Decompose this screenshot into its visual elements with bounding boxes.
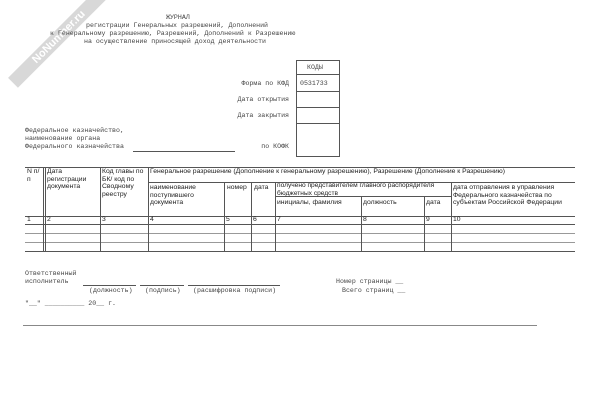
org-line-2: наименование органа bbox=[25, 135, 101, 142]
okud-label: Форма по КФД bbox=[241, 80, 289, 87]
date-field[interactable]: "__" __________ 20__ г. bbox=[25, 300, 117, 307]
codes-header: КОДЫ bbox=[307, 64, 323, 71]
col-number: 3 bbox=[102, 216, 106, 223]
title-line-4: на осуществление приносящей доход деятельности bbox=[84, 38, 267, 45]
col-number: 1 bbox=[27, 216, 31, 223]
col-number: 6 bbox=[253, 216, 257, 223]
position-field[interactable] bbox=[83, 285, 136, 286]
title-line-1: ЖУРНАЛ bbox=[166, 14, 190, 21]
responsible-label-2: исполнитель bbox=[25, 278, 69, 285]
header-reg-date: Дата регистрации документа bbox=[47, 168, 87, 191]
header-num: N п/п bbox=[27, 168, 40, 183]
header-code: Код главы по БК/ код по Сводному реестру bbox=[102, 168, 144, 198]
bottom-divider bbox=[23, 325, 537, 326]
responsible-label-1: Ответственный bbox=[25, 270, 77, 277]
header-sent: дата отправления в управления Федерального казначейства по субъектам Российской Федерации bbox=[453, 184, 562, 207]
close-date-label: Дата закрытия bbox=[237, 112, 289, 119]
decode-caption: (расшифровка подписи) bbox=[193, 287, 277, 294]
signature-caption: (подпись) bbox=[145, 287, 181, 294]
open-date-label: Дата открытия bbox=[237, 96, 289, 103]
watermark: NoNumber.ru bbox=[8, 0, 110, 88]
signature-field[interactable] bbox=[140, 285, 184, 286]
header-doc-name: наименование поступившего документа bbox=[150, 184, 196, 207]
col-number: 5 bbox=[226, 216, 230, 223]
col-number: 10 bbox=[453, 216, 461, 223]
signature-decode-field[interactable] bbox=[188, 285, 280, 286]
col-number: 2 bbox=[47, 216, 51, 223]
header-fio: инициалы, фамилия bbox=[277, 199, 342, 206]
header-doc-date: дата bbox=[254, 184, 269, 191]
header-position: должность bbox=[363, 199, 397, 206]
col-number: 8 bbox=[363, 216, 367, 223]
col-number: 7 bbox=[277, 216, 281, 223]
kofk-label: по КОФК bbox=[261, 143, 289, 150]
header-rec-date: дата bbox=[426, 199, 441, 206]
title-line-3: к Генеральному разрешению, Разрешений, Дополнений к Разрешению bbox=[50, 30, 296, 37]
org-name-field[interactable] bbox=[133, 151, 235, 152]
header-number: номер bbox=[227, 184, 247, 191]
header-group: Генеральное разрешение (Дополнение к генеральному разрешению), Разрешение (Дополнение к Разрешению) bbox=[150, 168, 505, 175]
position-caption: (должность) bbox=[89, 287, 133, 294]
page-number: Номер страницы __ bbox=[336, 278, 404, 285]
pages-total: Всего страниц __ bbox=[342, 287, 406, 294]
title-line-2: регистрации Генеральных разрешений, Дополнений bbox=[86, 22, 269, 29]
header-received: получено представителем главного распорядителя бюджетных средств bbox=[277, 182, 435, 197]
okud-value: 0531733 bbox=[300, 80, 328, 87]
col-number: 9 bbox=[426, 216, 430, 223]
col-number: 4 bbox=[150, 216, 154, 223]
org-line-3: Федерального казначейства bbox=[25, 143, 124, 150]
org-line-1: Федеральное казначейство, bbox=[25, 127, 124, 134]
